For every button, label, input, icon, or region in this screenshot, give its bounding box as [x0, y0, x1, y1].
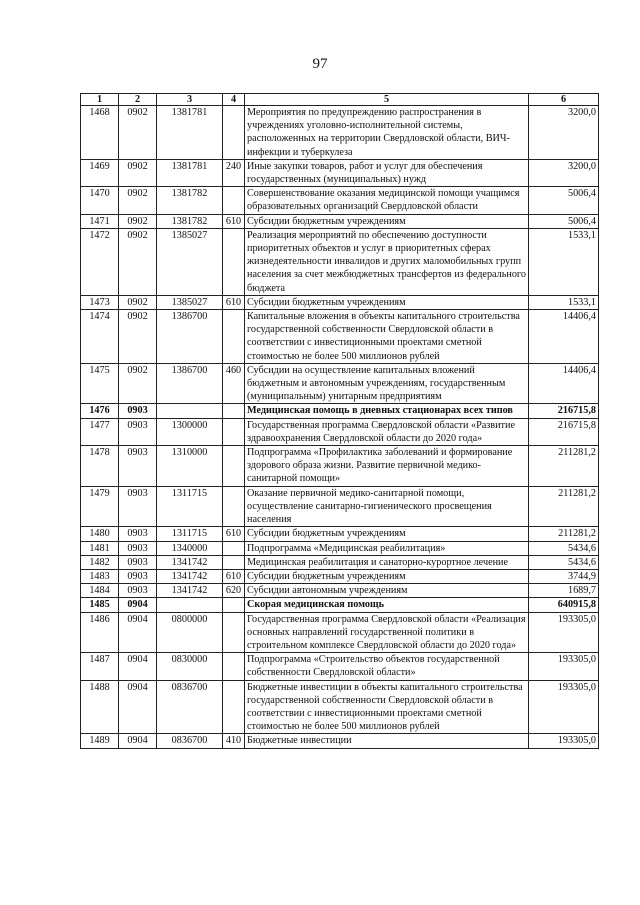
amount: 5006,4 — [529, 187, 599, 214]
row-number: 1473 — [81, 295, 119, 309]
table-row — [81, 527, 599, 541]
row-number: 1469 — [81, 159, 119, 186]
item-name: Скорая медицинская помощь — [245, 598, 529, 612]
target-code: 1341742 — [157, 555, 223, 569]
expense-type: 610 — [223, 214, 245, 228]
section-code: 0903 — [119, 446, 157, 487]
item-name: Субсидии бюджетным учреждениям — [245, 569, 529, 583]
expense-type — [223, 228, 245, 295]
expense-type — [223, 187, 245, 214]
amount: 3200,0 — [529, 159, 599, 186]
section-code: 0903 — [119, 584, 157, 598]
amount: 216715,8 — [529, 404, 599, 418]
table-row — [81, 555, 599, 569]
expense-type — [223, 541, 245, 555]
table-row — [81, 295, 599, 309]
row-number: 1485 — [81, 598, 119, 612]
table-row — [81, 214, 599, 228]
target-code: 1300000 — [157, 418, 223, 445]
target-code: 0836700 — [157, 680, 223, 734]
table-row — [81, 486, 599, 527]
target-code: 1385027 — [157, 228, 223, 295]
row-number: 1471 — [81, 214, 119, 228]
item-name: Субсидии автономным учреждениям — [245, 584, 529, 598]
amount: 5434,6 — [529, 541, 599, 555]
expense-type — [223, 555, 245, 569]
table-row — [81, 418, 599, 445]
table-row — [81, 228, 599, 295]
item-name: Субсидии на осуществление капитальных вложений бюджетным и автономным учреждениям, государственным (муниципальным) унитарным предприятиям — [245, 363, 529, 404]
expense-type: 610 — [223, 527, 245, 541]
amount: 5006,4 — [529, 214, 599, 228]
target-code: 1311715 — [157, 527, 223, 541]
item-name: Бюджетные инвестиции в объекты капитального строительства государственной собственности Свердловской области в соответствии с инвестиционными проектами сметной стоимостью не более 500 миллионов рублей — [245, 680, 529, 734]
target-code: 0830000 — [157, 653, 223, 680]
page-number: 97 — [312, 56, 328, 72]
table-row — [81, 598, 599, 612]
header-cell: 2 — [119, 94, 157, 106]
target-code: 1385027 — [157, 295, 223, 309]
row-number: 1480 — [81, 527, 119, 541]
amount: 216715,8 — [529, 418, 599, 445]
row-number: 1478 — [81, 446, 119, 487]
row-number: 1475 — [81, 363, 119, 404]
expense-type — [223, 446, 245, 487]
row-number: 1472 — [81, 228, 119, 295]
item-name: Подпрограмма «Строительство объектов государственной собственности Свердловской области» — [245, 653, 529, 680]
section-code: 0904 — [119, 734, 157, 748]
row-number: 1482 — [81, 555, 119, 569]
section-code: 0902 — [119, 295, 157, 309]
target-code — [157, 404, 223, 418]
item-name: Субсидии бюджетным учреждениям — [245, 295, 529, 309]
section-code: 0902 — [119, 310, 157, 364]
row-number: 1484 — [81, 584, 119, 598]
expense-type — [223, 680, 245, 734]
target-code: 0836700 — [157, 734, 223, 748]
target-code: 1381782 — [157, 214, 223, 228]
item-name: Оказание первичной медико-санитарной помощи, осуществление санитарно-гигиенического просвещения населения — [245, 486, 529, 527]
target-code: 1340000 — [157, 541, 223, 555]
section-code: 0904 — [119, 612, 157, 653]
table-row — [81, 187, 599, 214]
item-name: Совершенствование оказания медицинской помощи учащимся образовательных организаций Свердловской области — [245, 187, 529, 214]
amount: 211281,2 — [529, 527, 599, 541]
amount: 193305,0 — [529, 653, 599, 680]
expense-type: 460 — [223, 363, 245, 404]
item-name: Иные закупки товаров, работ и услуг для обеспечения государственных (муниципальных) нужд — [245, 159, 529, 186]
expense-type: 410 — [223, 734, 245, 748]
section-code: 0903 — [119, 404, 157, 418]
section-code: 0904 — [119, 598, 157, 612]
section-code: 0902 — [119, 106, 157, 160]
row-number: 1481 — [81, 541, 119, 555]
item-name: Медицинская помощь в дневных стационарах всех типов — [245, 404, 529, 418]
target-code: 1381781 — [157, 159, 223, 186]
target-code: 1311715 — [157, 486, 223, 527]
item-name: Мероприятия по предупреждению распространения в учреждениях уголовно-исполнительной системы, расположенных на территории Свердловской области, ВИЧ-инфекции и туберкулеза — [245, 106, 529, 160]
table-row — [81, 569, 599, 583]
expense-type — [223, 404, 245, 418]
item-name: Государственная программа Свердловской области «Развитие здравоохранения Свердловской области до 2020 года» — [245, 418, 529, 445]
section-code: 0902 — [119, 187, 157, 214]
amount: 14406,4 — [529, 310, 599, 364]
amount: 211281,2 — [529, 446, 599, 487]
row-number: 1476 — [81, 404, 119, 418]
row-number: 1486 — [81, 612, 119, 653]
header-cell: 5 — [245, 94, 529, 106]
amount: 14406,4 — [529, 363, 599, 404]
header-cell: 6 — [529, 94, 599, 106]
row-number: 1470 — [81, 187, 119, 214]
amount: 3744,9 — [529, 569, 599, 583]
section-code: 0903 — [119, 527, 157, 541]
item-name: Бюджетные инвестиции — [245, 734, 529, 748]
target-code: 1386700 — [157, 310, 223, 364]
target-code: 1381781 — [157, 106, 223, 160]
item-name: Подпрограмма «Профилактика заболеваний и формирование здорового образа жизни. Развитие первичной медико-санитарной помощи» — [245, 446, 529, 487]
target-code: 1386700 — [157, 363, 223, 404]
section-code: 0902 — [119, 214, 157, 228]
table-row — [81, 584, 599, 598]
expense-type: 610 — [223, 569, 245, 583]
section-code: 0903 — [119, 569, 157, 583]
expense-type: 620 — [223, 584, 245, 598]
item-name: Подпрограмма «Медицинская реабилитация» — [245, 541, 529, 555]
header-cell: 3 — [157, 94, 223, 106]
amount: 1533,1 — [529, 295, 599, 309]
table-row — [81, 612, 599, 653]
target-code: 1341742 — [157, 584, 223, 598]
amount: 5434,6 — [529, 555, 599, 569]
amount: 211281,2 — [529, 486, 599, 527]
section-code: 0902 — [119, 228, 157, 295]
expense-type: 240 — [223, 159, 245, 186]
table-row — [81, 541, 599, 555]
item-name: Субсидии бюджетным учреждениям — [245, 527, 529, 541]
table-row — [81, 653, 599, 680]
row-number: 1468 — [81, 106, 119, 160]
section-code: 0903 — [119, 418, 157, 445]
table-row — [81, 446, 599, 487]
row-number: 1488 — [81, 680, 119, 734]
item-name: Капитальные вложения в объекты капитального строительства государственной собственности Свердловской области в соответствии с инвестиционными проектами сметной стоимостью не более 500 миллионов рублей — [245, 310, 529, 364]
table-row — [81, 106, 599, 160]
target-code: 1381782 — [157, 187, 223, 214]
header-cell: 1 — [81, 94, 119, 106]
section-code: 0902 — [119, 363, 157, 404]
section-code: 0904 — [119, 653, 157, 680]
expense-type: 610 — [223, 295, 245, 309]
target-code: 1310000 — [157, 446, 223, 487]
item-name: Субсидии бюджетным учреждениям — [245, 214, 529, 228]
table-row — [81, 734, 599, 748]
section-code: 0902 — [119, 159, 157, 186]
section-code: 0904 — [119, 680, 157, 734]
table-header-row — [81, 94, 599, 106]
row-number: 1479 — [81, 486, 119, 527]
amount: 193305,0 — [529, 680, 599, 734]
amount: 640915,8 — [529, 598, 599, 612]
header-cell: 4 — [223, 94, 245, 106]
expense-type — [223, 486, 245, 527]
section-code: 0903 — [119, 486, 157, 527]
table-row — [81, 159, 599, 186]
table-body — [81, 106, 599, 749]
amount: 3200,0 — [529, 106, 599, 160]
table-row — [81, 680, 599, 734]
amount: 1533,1 — [529, 228, 599, 295]
item-name: Государственная программа Свердловской области «Реализация основных направлений государственной политики в строительном комплексе Свердловской области до 2020 года» — [245, 612, 529, 653]
row-number: 1489 — [81, 734, 119, 748]
row-number: 1487 — [81, 653, 119, 680]
target-code: 0800000 — [157, 612, 223, 653]
row-number: 1474 — [81, 310, 119, 364]
table-row — [81, 363, 599, 404]
target-code — [157, 598, 223, 612]
section-code: 0903 — [119, 541, 157, 555]
amount: 193305,0 — [529, 612, 599, 653]
row-number: 1483 — [81, 569, 119, 583]
expense-type — [223, 106, 245, 160]
row-number: 1477 — [81, 418, 119, 445]
amount: 1689,7 — [529, 584, 599, 598]
expense-type — [223, 598, 245, 612]
target-code: 1341742 — [157, 569, 223, 583]
table-row — [81, 310, 599, 364]
expense-type — [223, 653, 245, 680]
expense-type — [223, 612, 245, 653]
expense-type — [223, 310, 245, 364]
table-row — [81, 404, 599, 418]
item-name: Медицинская реабилитация и санаторно-курортное лечение — [245, 555, 529, 569]
item-name: Реализация мероприятий по обеспечению доступности приоритетных объектов и услуг в приоритетных сферах жизнедеятельности инвалидов и других маломобильных групп населения за счет межбюджетных трансфертов из федерального бюджета — [245, 228, 529, 295]
expense-type — [223, 418, 245, 445]
budget-table — [80, 93, 599, 749]
amount: 193305,0 — [529, 734, 599, 748]
section-code: 0903 — [119, 555, 157, 569]
